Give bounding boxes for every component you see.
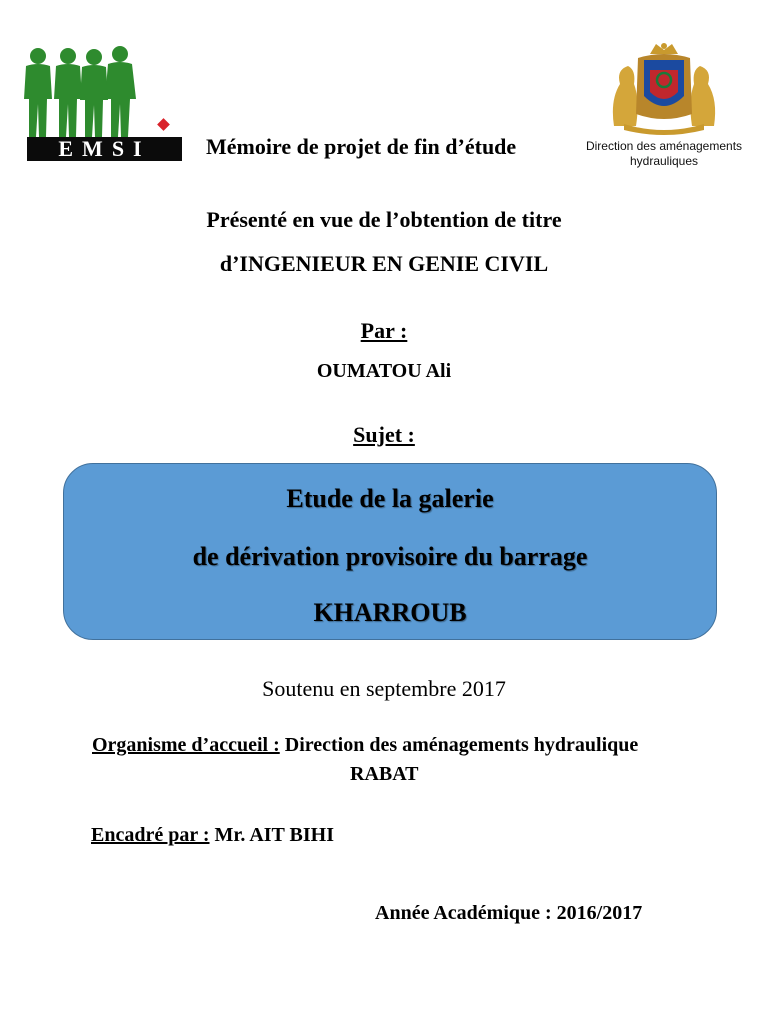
supervisor-label: Encadré par : xyxy=(91,824,210,846)
supervisor-name: Mr. AIT BIHI xyxy=(214,824,334,846)
academic-year-label: Année Académique : xyxy=(375,902,552,924)
ministry-caption xyxy=(572,139,756,169)
academic-year xyxy=(375,902,642,925)
host-organization xyxy=(92,734,638,757)
ministry-caption-line2: hydrauliques xyxy=(629,154,699,168)
presentation-line-2: d’INGENIEUR EN GENIE CIVIL xyxy=(219,251,549,276)
subject-line-1: Etude de la galerie xyxy=(286,484,494,513)
red-diamond-icon xyxy=(157,118,170,131)
subject-line-2: de dérivation provisoire du barrage xyxy=(192,542,588,571)
emsi-silhouettes-icon xyxy=(20,44,190,139)
moroccan-emblem-icon xyxy=(606,40,722,136)
author-name: OUMATOU Ali xyxy=(316,360,452,382)
subject-label: Sujet : xyxy=(353,422,415,447)
presentation-line-1: Présenté en vue de l’obtention de titre xyxy=(206,207,562,232)
subject-box xyxy=(63,463,717,640)
emsi-logo-text: EMSI xyxy=(27,137,182,161)
academic-year-value: 2016/2017 xyxy=(556,902,643,924)
emsi-logo xyxy=(20,44,190,164)
host-organization-value: Direction des aménagements hydraulique xyxy=(284,734,639,756)
host-organization-label: Organisme d’accueil : xyxy=(92,734,280,756)
author-label: Par : xyxy=(360,318,408,343)
ministry-caption-line1: Direction des aménagements xyxy=(585,139,743,153)
defense-date: Soutenu en septembre 2017 xyxy=(262,676,506,701)
subject-line-3: KHARROUB xyxy=(313,598,467,627)
supervisor xyxy=(91,824,334,847)
host-organization-city: RABAT xyxy=(350,763,419,785)
document-title: Mémoire de projet de fin d’étude xyxy=(206,134,517,159)
